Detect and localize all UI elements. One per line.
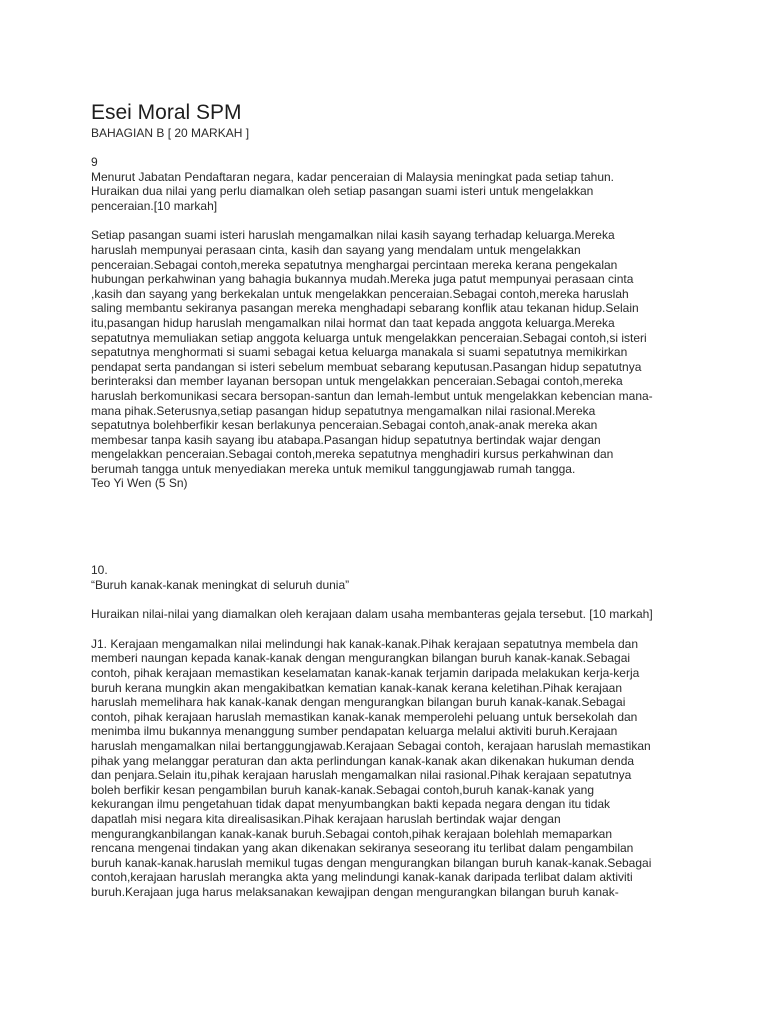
- answer-line: Setiap pasangan suami isteri haruslah mengamalkan nilai kasih sayang terhadap keluarga.Mereka: [91, 228, 615, 243]
- answer-line: memberi naungan kepada kanak-kanak dengan mengurangkan bilangan buruh kanak-kanak.Sebagai: [91, 651, 631, 666]
- answer-line: rencana mengenai tindakan yang akan dikenakan sekiranya seseorang itu terlibat dalam pengambilan: [91, 841, 634, 856]
- author-credit: Teo Yi Wen (5 Sn): [91, 476, 188, 491]
- answer-line: J1. Kerajaan mengamalkan nilai melindungi hak kanak-kanak.Pihak kerajaan sepatutnya membela dan: [91, 636, 638, 651]
- answer-line: contoh, pihak kerajaan memastikan keselamatan kanak-kanak terjamin daripada melakukan kerja-kerja: [91, 666, 640, 681]
- answer-line: contoh,kerajaan haruslah merangka akta yang melindungi kanak-kanak daripada terlibat dalam aktiviti: [91, 870, 633, 885]
- question-9: [91, 155, 691, 491]
- answer-line: berinteraksi dan member layanan bersopan untuk mengelakkan penceraian.Sebagai contoh,mereka: [91, 374, 623, 389]
- answer-line: contoh, pihak kerajaan haruslah memastikan kanak-kanak memperolehi peluang untuk bersekolah dan: [91, 709, 638, 724]
- answer-line: sepatutnya menghormati si suami sebagai ketua keluarga manakala si suami sepatutnya memikirkan: [91, 345, 628, 360]
- question-number: 9: [91, 155, 98, 169]
- answer-line: mana pihak.Seterusnya,setiap pasangan hidup sepatutnya mengamalkan nilai rasional.Mereka: [91, 403, 596, 418]
- answer-line: pihak yang melanggar peraturan dan akta perlindungan kanak-kanak akan dikenakan hukuman denda: [91, 753, 635, 768]
- answer-line: mengurangkanbilangan kanak-kanak buruh.Sebagai contoh,pihak kerajaan bolehlah memaparkan: [91, 826, 613, 841]
- answer-line: haruslah mempunyai perasaan cinta, kasih dan sayang yang mendalam untuk mengelakkan: [91, 242, 581, 257]
- answer-text: [91, 637, 691, 900]
- question-number: 10.: [91, 563, 108, 578]
- answer-line: sepatutnya bolehberfikir kesan berlakunya penceraian.Sebagai contoh,anak-anak mereka akan: [91, 418, 598, 433]
- answer-line: buruh kanak-kanak.haruslah memikul tugas dengan mengurangkan bilangan buruh kanak-kanak.Sebagai: [91, 855, 652, 870]
- answer-text: [91, 228, 691, 476]
- answer-line: mengelakkan penceraian.Sebagai contoh,mereka sepatutnya menghadiri kursus perkahwinan dan: [91, 447, 614, 462]
- answer-line: pendapat serta pandangan si isteri sebelum membuat sebarang keputusan.Pasangan hidup sepatutnya: [91, 359, 642, 374]
- answer-line: boleh berfikir kesan pengambilan buruh kanak-kanak.Sebagai contoh,buruh kanak-kanak yang: [91, 782, 594, 797]
- question-line: Menurut Jabatan Pendaftaran negara, kadar penceraian di Malaysia meningkat pada setiap tahun.: [91, 169, 615, 184]
- page-title: Esei Moral SPM: [91, 101, 242, 124]
- answer-line: buruh.Kerajaan juga harus melaksanakan kewajipan dengan mengurangkan bilangan buruh kanak-: [91, 884, 619, 899]
- answer-line: haruslah berkomunikasi secara bersopan-santun dan lemah-lembut untuk mengelakkan kebencian mana-: [91, 388, 653, 403]
- answer-line: kekurangan ilmu pengetahuan tidak dapat menyumbangkan bakti kepada negara dengan itu tidak: [91, 797, 611, 812]
- answer-line: hubungan perkahwinan yang bahagia bukannya mudah.Mereka juga patut mempunyai perasaan cinta: [91, 272, 634, 287]
- answer-line: ,kasih dan sayang yang berkekalan untuk mengelakkan penceraian.Sebagai contoh,mereka haruslah: [91, 286, 629, 301]
- answer-line: menimba ilmu bukannya menanggung sumber pendapatan keluarga melalui aktiviti buruh.Kerajaan: [91, 724, 618, 739]
- answer-line: dan penjara.Selain itu,pihak kerajaan haruslah mengamalkan nilai rasional.Pihak kerajaan sepatutnya: [91, 768, 632, 783]
- answer-line: dapatlah misi negara kita direalisasikan.Pihak kerajaan haruslah bertindak wajar dengan: [91, 811, 561, 826]
- answer-line: haruslah mengamalkan nilai bertanggungjawab.Kerajaan Sebagai contoh, kerajaan haruslah memastikan: [91, 739, 651, 753]
- answer-line: penceraian.Sebagai contoh,mereka sepatutnya menghargai percintaan mereka kerana pengekalan: [91, 257, 618, 272]
- question-line: penceraian.[10 markah]: [91, 198, 218, 213]
- section-subtitle: BAHAGIAN B [ 20 MARKAH ]: [91, 126, 250, 140]
- answer-line: berumah tangga untuk menyediakan mereka untuk memikul tanggungjawab rumah tangga.: [91, 461, 576, 476]
- answer-line: buruh kerana mungkin akan mengakibatkan kematian kanak-kanak kerana keletihan.Pihak kerajaan: [91, 680, 622, 695]
- answer-line: saling membantu sekiranya pasangan mereka menghadapi sebarang konflik atau tekanan hidup.Selain: [91, 301, 639, 316]
- document-page: [91, 100, 691, 900]
- answer-line: sepatutnya memuliakan setiap anggota keluarga untuk mengelakkan penceraian.Sebagai contoh,si isteri: [91, 330, 647, 345]
- question-quote: “Buruh kanak-kanak meningkat di seluruh dunia”: [91, 577, 350, 592]
- question-10: [91, 563, 691, 899]
- question-text: Huraikan nilai-nilai yang diamalkan oleh kerajaan dalam usaha membanteras gejala tersebut. [10 markah]: [91, 607, 653, 622]
- question-text: [91, 170, 691, 214]
- question-line: Huraikan dua nilai yang perlu diamalkan oleh setiap pasangan suami isteri untuk mengelakkan: [91, 184, 594, 199]
- answer-line: itu,pasangan hidup haruslah mengamalkan nilai hormat dan taat kepada anggota keluarga.Mereka: [91, 315, 615, 330]
- answer-line: haruslah memelihara hak kanak-kanak dengan mengurangkan bilangan buruh kanak-kanak.Sebagai: [91, 695, 626, 710]
- answer-line: membesar tanpa kasih sayang ibu atabapa.Pasangan hidup sepatutnya bertindak wajar dengan: [91, 432, 601, 447]
